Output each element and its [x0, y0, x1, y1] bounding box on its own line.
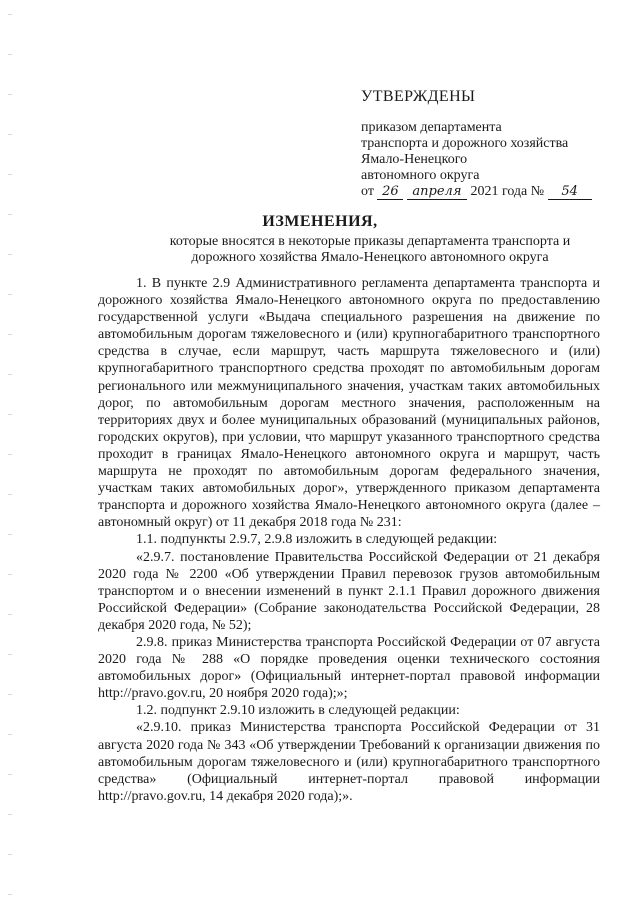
date-prefix: от [361, 184, 374, 199]
paragraph-1-1: 1.1. подпункты 2.9.7, 2.9.8 изложить в следующей редакции: [136, 532, 498, 548]
paragraph-1: 1. В пункте 2.9 Административного регламента департамента транспорта и дорожного хозяйства Ямало-Ненецкого автономного округа по предоставлению государственной услуги «Выдача специального разрешения на движение по автомобильным дорогам тяжеловесного и (или) крупногабаритного транспортного средства в случае, если маршрут, часть маршрута тяжеловесного и (или) крупногабаритного транспортного средства проходят по автомобильным дорогам регионального или межмуниципального значения, участкам таких автомобильных дорог, по автомобильным дорогам местного значения, расположенным на территориях двух и более муниципальных образований (муниципальных районов, городских округов), при условии, что маршрут указанного транспортного средства проходит в границах Ямало-Ненецкого автономного округа и маршрут, часть маршрута не проходят по автомобильным дорогам федерального значения, участкам таких автомобильных дорог», утвержденного приказом департамента транспорта и дорожного хозяйства Ямало-Ненецкого автономного округа (далее – автономный округ) от 11 декабря 2018 года № 231: [98, 276, 600, 531]
date-year: 2021 года № [470, 184, 545, 199]
order-line-1: приказом департамента [361, 120, 502, 135]
order-date-line [361, 184, 631, 200]
scan-binding-edge [8, 0, 12, 905]
paragraph-2-9-7: «2.9.7. постановление Правительства Российской Федерации от 21 декабря 2020 года № 2200 «Об утверждении Правил перевозок грузов автомобильным транспортом и о внесении изменений в пункт 2.1.1 Правил дорожного движения Российской Федерации» (Собрание законодательства Российской Федерации, 28 декабря 2020 года, № 52); [98, 549, 600, 633]
document-subtitle: которые вносятся в некоторые приказы департамента транспорта и дорожного хозяйства Ямало-Ненецкого автономного округа [169, 234, 571, 265]
approval-heading: УТВЕРЖДЕНЫ [361, 88, 476, 105]
paragraph-2-9-8: 2.9.8. приказ Министерства транспорта Российской Федерации от 07 августа 2020 года № 288 «О порядке проведения оценки технического состояния автомобильных дорог» (Официальный интернет-портал правовой информации http://pravo.gov.ru, 20 ноября 2020 года);»; [98, 634, 600, 702]
order-line-2: транспорта и дорожного хозяйства [361, 136, 569, 151]
document-body [98, 275, 600, 805]
order-line-3: Ямало-Ненецкого [361, 152, 468, 167]
handwritten-day: 26 [377, 185, 403, 200]
handwritten-order-number: 54 [548, 185, 592, 200]
approval-order-block [361, 120, 631, 200]
paragraph-1-2: 1.2. подпункт 2.9.10 изложить в следующей редакции: [136, 703, 460, 719]
document-title: ИЗМЕНЕНИЯ, [262, 213, 378, 230]
handwritten-month: апреля [407, 185, 467, 200]
order-line-4: автономного округа [361, 168, 480, 183]
paragraph-2-9-10: «2.9.10. приказ Министерства транспорта Российской Федерации от 31 августа 2020 года № 343 «Об утверждении Требований к организации движения по автомобильным дорогам тяжеловесного и (или) крупногабаритного транспортного средства» (Официальный интернет-портал правовой информации http://pravo.gov.ru, 14 декабря 2020 года);». [98, 720, 600, 804]
